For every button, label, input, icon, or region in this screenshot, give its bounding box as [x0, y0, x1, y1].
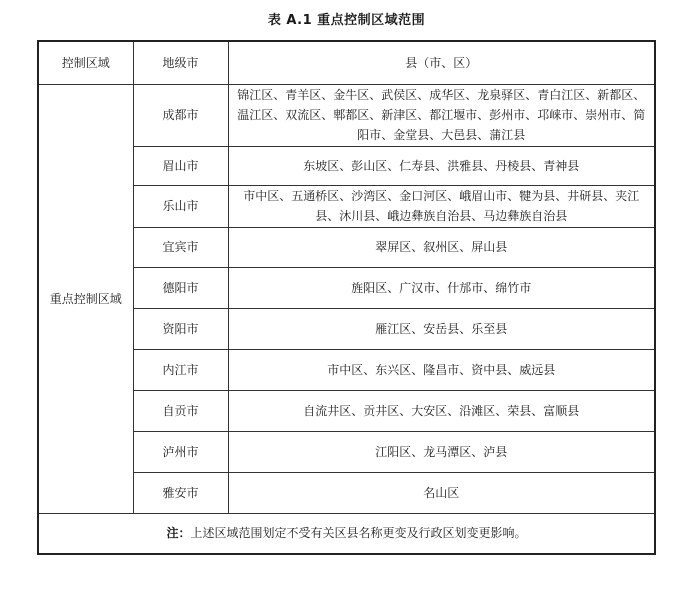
counties-cell: 旌阳区、广汉市、什邡市、绵竹市: [228, 267, 655, 308]
city-cell: 乐山市: [133, 185, 228, 227]
counties-cell: 翠屏区、叙州区、屏山县: [228, 227, 655, 267]
note-row: [38, 513, 655, 554]
header-row: [38, 41, 655, 84]
counties-cell: 锦江区、青羊区、金牛区、武侯区、成华区、龙泉驿区、青白江区、新都区、温江区、双流区、郫都区、新津区、都江堰市、彭州市、邛崃市、崇州市、简阳市、金堂县、大邑县、蒲江县: [228, 84, 655, 146]
city-cell: 雅安市: [133, 472, 228, 513]
city-cell: 宜宾市: [133, 227, 228, 267]
region-cell: 重点控制区域: [38, 84, 133, 513]
counties-cell: 东坡区、彭山区、仁寿县、洪雅县、丹棱县、青神县: [228, 146, 655, 185]
city-cell: 眉山市: [133, 146, 228, 185]
counties-cell: 市中区、东兴区、隆昌市、资中县、威远县: [228, 349, 655, 390]
control-region-table: [37, 40, 656, 555]
note-label: 注：: [166, 526, 191, 541]
counties-cell: 江阳区、龙马潭区、泸县: [228, 431, 655, 472]
table-row: [38, 84, 655, 146]
counties-cell: 市中区、五通桥区、沙湾区、金口河区、峨眉山市、犍为县、井研县、夹江县、沐川县、峨边彝族自治县、马边彝族自治县: [228, 185, 655, 227]
city-cell: 内江市: [133, 349, 228, 390]
city-cell: 成都市: [133, 84, 228, 146]
city-cell: 资阳市: [133, 308, 228, 349]
city-cell: 泸州市: [133, 431, 228, 472]
table-title: 表 A.1 重点控制区域范围: [267, 13, 426, 28]
counties-cell: 自流井区、贡井区、大安区、沿滩区、荣县、富顺县: [228, 390, 655, 431]
header-counties: 县（市、区）: [228, 41, 655, 84]
city-cell: 德阳市: [133, 267, 228, 308]
counties-cell: 名山区: [228, 472, 655, 513]
header-city: 地级市: [133, 41, 228, 84]
header-control-region: 控制区域: [38, 41, 133, 84]
note-cell: [38, 513, 655, 554]
city-cell: 自贡市: [133, 390, 228, 431]
note-text: 上述区域范围划定不受有关区县名称更变及行政区划变更影响。: [190, 526, 527, 541]
counties-cell: 雁江区、安岳县、乐至县: [228, 308, 655, 349]
